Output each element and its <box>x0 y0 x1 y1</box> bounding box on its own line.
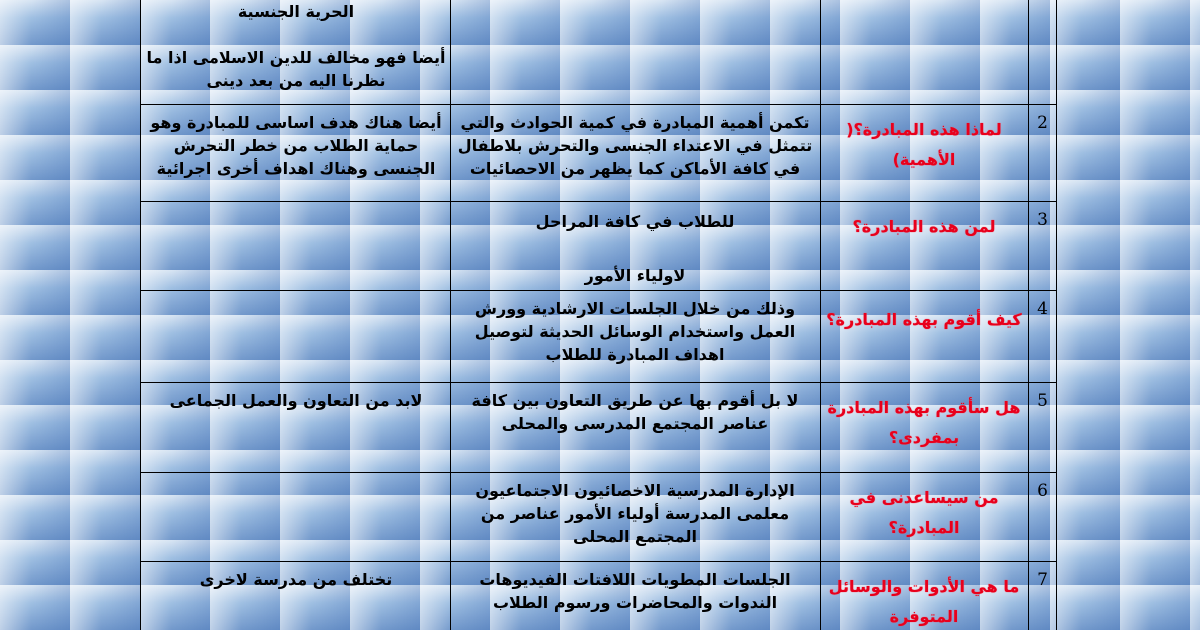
note-cell <box>143 202 449 208</box>
table-row <box>141 0 1056 105</box>
answer-cell: تكمن أهمية المبادرة في كمية الحوادث والتي تتمثل في الاعتداء الجنسى والتحرش بلاطفال في كافة الأماكن كما يظهر من الاحصائيات <box>457 113 813 178</box>
question-cell: كيف أقوم بهذه المبادرة؟ <box>826 310 1022 329</box>
initiative-table <box>140 0 1057 630</box>
answer-cell: وذلك من خلال الجلسات الارشادية وورش العمل واستخدام الوسائل الحديثة لتوصيل اهداف المبادرة للطلاب <box>474 299 796 364</box>
row-number: 3 <box>1037 210 1048 230</box>
note-cell <box>143 473 449 479</box>
row-number: 4 <box>1037 299 1048 319</box>
answer-cell: الجلسات المطويات اللافتات الفيديوهات الندوات والمحاضرات ورسوم الطلاب <box>479 570 791 612</box>
note-cell: لابد من التعاون والعمل الجماعى <box>169 391 423 410</box>
table-row <box>141 383 1056 473</box>
answer-cell: الإدارة المدرسية الاخصائيون الاجتماعيون معلمى المدرسة أولياء الأمور عناصر من المجتمع المحلى <box>475 481 795 546</box>
question-cell: هل سأقوم بهذه المبادرة بمفردى؟ <box>827 398 1021 447</box>
row-number: 7 <box>1037 570 1048 590</box>
table-row <box>141 473 1056 562</box>
note-cell: تختلف من مدرسة لاخرى <box>199 570 393 589</box>
table-row <box>141 291 1056 383</box>
answer-cell: لا بل أقوم بها عن طريق التعاون بين كافة عناصر المجتمع المدرسى والمحلى <box>471 391 799 433</box>
note-cell: أيضا هناك هدف اساسى للمبادرة وهو حماية الطلاب من خطر التحرش الجنسى وهناك اهداف أخرى اجرائية <box>150 113 442 178</box>
note-cell: الحرية الجنسية أيضا فهو مخالف للدين الاسلامى اذا ما نظرنا اليه من بعد دينى <box>146 2 446 90</box>
question-cell: لمن هذه المبادرة؟ <box>852 217 996 236</box>
answer-cell: للطلاب في كافة المراحل لاولياء الأمور <box>535 212 735 285</box>
note-cell <box>143 291 449 297</box>
table-row <box>141 562 1056 630</box>
question-cell: من سيساعدنى في المبادرة؟ <box>849 488 999 537</box>
table-row <box>141 105 1056 202</box>
row-number: 2 <box>1037 113 1048 133</box>
question-cell: ما هي الأدوات والوسائل المتوفرة <box>828 577 1020 626</box>
row-number: 5 <box>1037 391 1048 411</box>
table-row <box>141 202 1056 291</box>
row-number: 6 <box>1037 481 1048 501</box>
question-cell: لماذا هذه المبادرة؟( الأهمية) <box>846 120 1002 169</box>
